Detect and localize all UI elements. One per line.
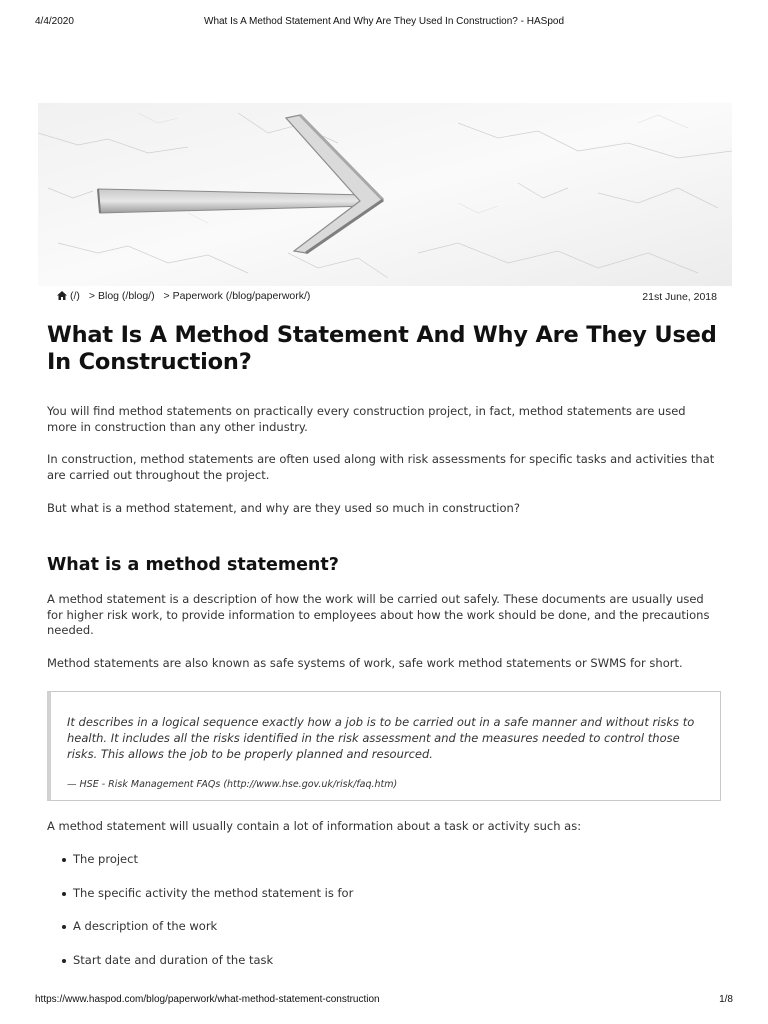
- breadcrumb: [57, 290, 717, 306]
- breadcrumb-separator: >: [88, 290, 95, 302]
- list-item: A description of the work: [61, 919, 353, 953]
- home-icon[interactable]: [57, 291, 67, 303]
- intro-paragraph-3: But what is a method statement, and why are they used so much in construction?: [47, 501, 520, 515]
- page-number: 1/8: [719, 994, 733, 1005]
- breadcrumb-paperwork-link[interactable]: Paperwork (/blog/paperwork/): [172, 290, 311, 302]
- list-item: The specific activity the method statement is for: [61, 886, 353, 920]
- hero-image-arrow: [38, 103, 732, 286]
- quote-citation: — HSE - Risk Management FAQs (http://www.hse.gov.uk/risk/faq.htm): [67, 779, 398, 790]
- contents-list: [61, 852, 353, 986]
- print-header: [35, 16, 733, 30]
- list-item: The project: [61, 852, 353, 886]
- print-url: https://www.haspod.com/blog/paperwork/what-method-statement-construction: [35, 994, 380, 1005]
- hse-quote: [47, 691, 721, 801]
- print-page-title: What Is A Method Statement And Why Are They Used In Construction? - HASpod: [204, 16, 564, 27]
- section-heading: What is a method statement?: [47, 555, 339, 575]
- article-title: What Is A Method Statement And Why Are They Used In Construction?: [47, 322, 717, 375]
- intro-paragraph-2: In construction, method statements are often used along with risk assessments for specific tasks and activities that are carried out throughout the project.: [47, 452, 715, 482]
- intro-paragraph-1: You will find method statements on practically every construction project, in fact, method statements are used more in construction than any other industry.: [47, 404, 686, 434]
- breadcrumb-home-link[interactable]: (/): [70, 290, 80, 302]
- quote-text: It describes in a logical sequence exactly how a job is to be carried out in a safe manner and without risks to health. It includes all the risks identified in the risk assessment and the measures needed to control those risks. This allows the job to be properly planned and resourced.: [67, 715, 695, 761]
- list-intro: A method statement will usually contain a lot of information about a task or activity such as:: [47, 819, 582, 833]
- print-date: 4/4/2020: [35, 16, 74, 27]
- breadcrumb-blog-link[interactable]: Blog (/blog/): [97, 290, 155, 302]
- post-date: 21st June, 2018: [642, 291, 717, 303]
- print-footer: [35, 994, 733, 1008]
- definition-paragraph: A method statement is a description of how the work will be carried out safely. These documents are usually used for higher risk work, to provide information to employees about how the work should be done, and the precautions needed.: [47, 592, 710, 637]
- breadcrumb-separator: >: [163, 290, 170, 302]
- list-item: Start date and duration of the task: [61, 953, 353, 987]
- also-known-paragraph: Method statements are also known as safe systems of work, safe work method statements or SWMS for short.: [47, 656, 683, 670]
